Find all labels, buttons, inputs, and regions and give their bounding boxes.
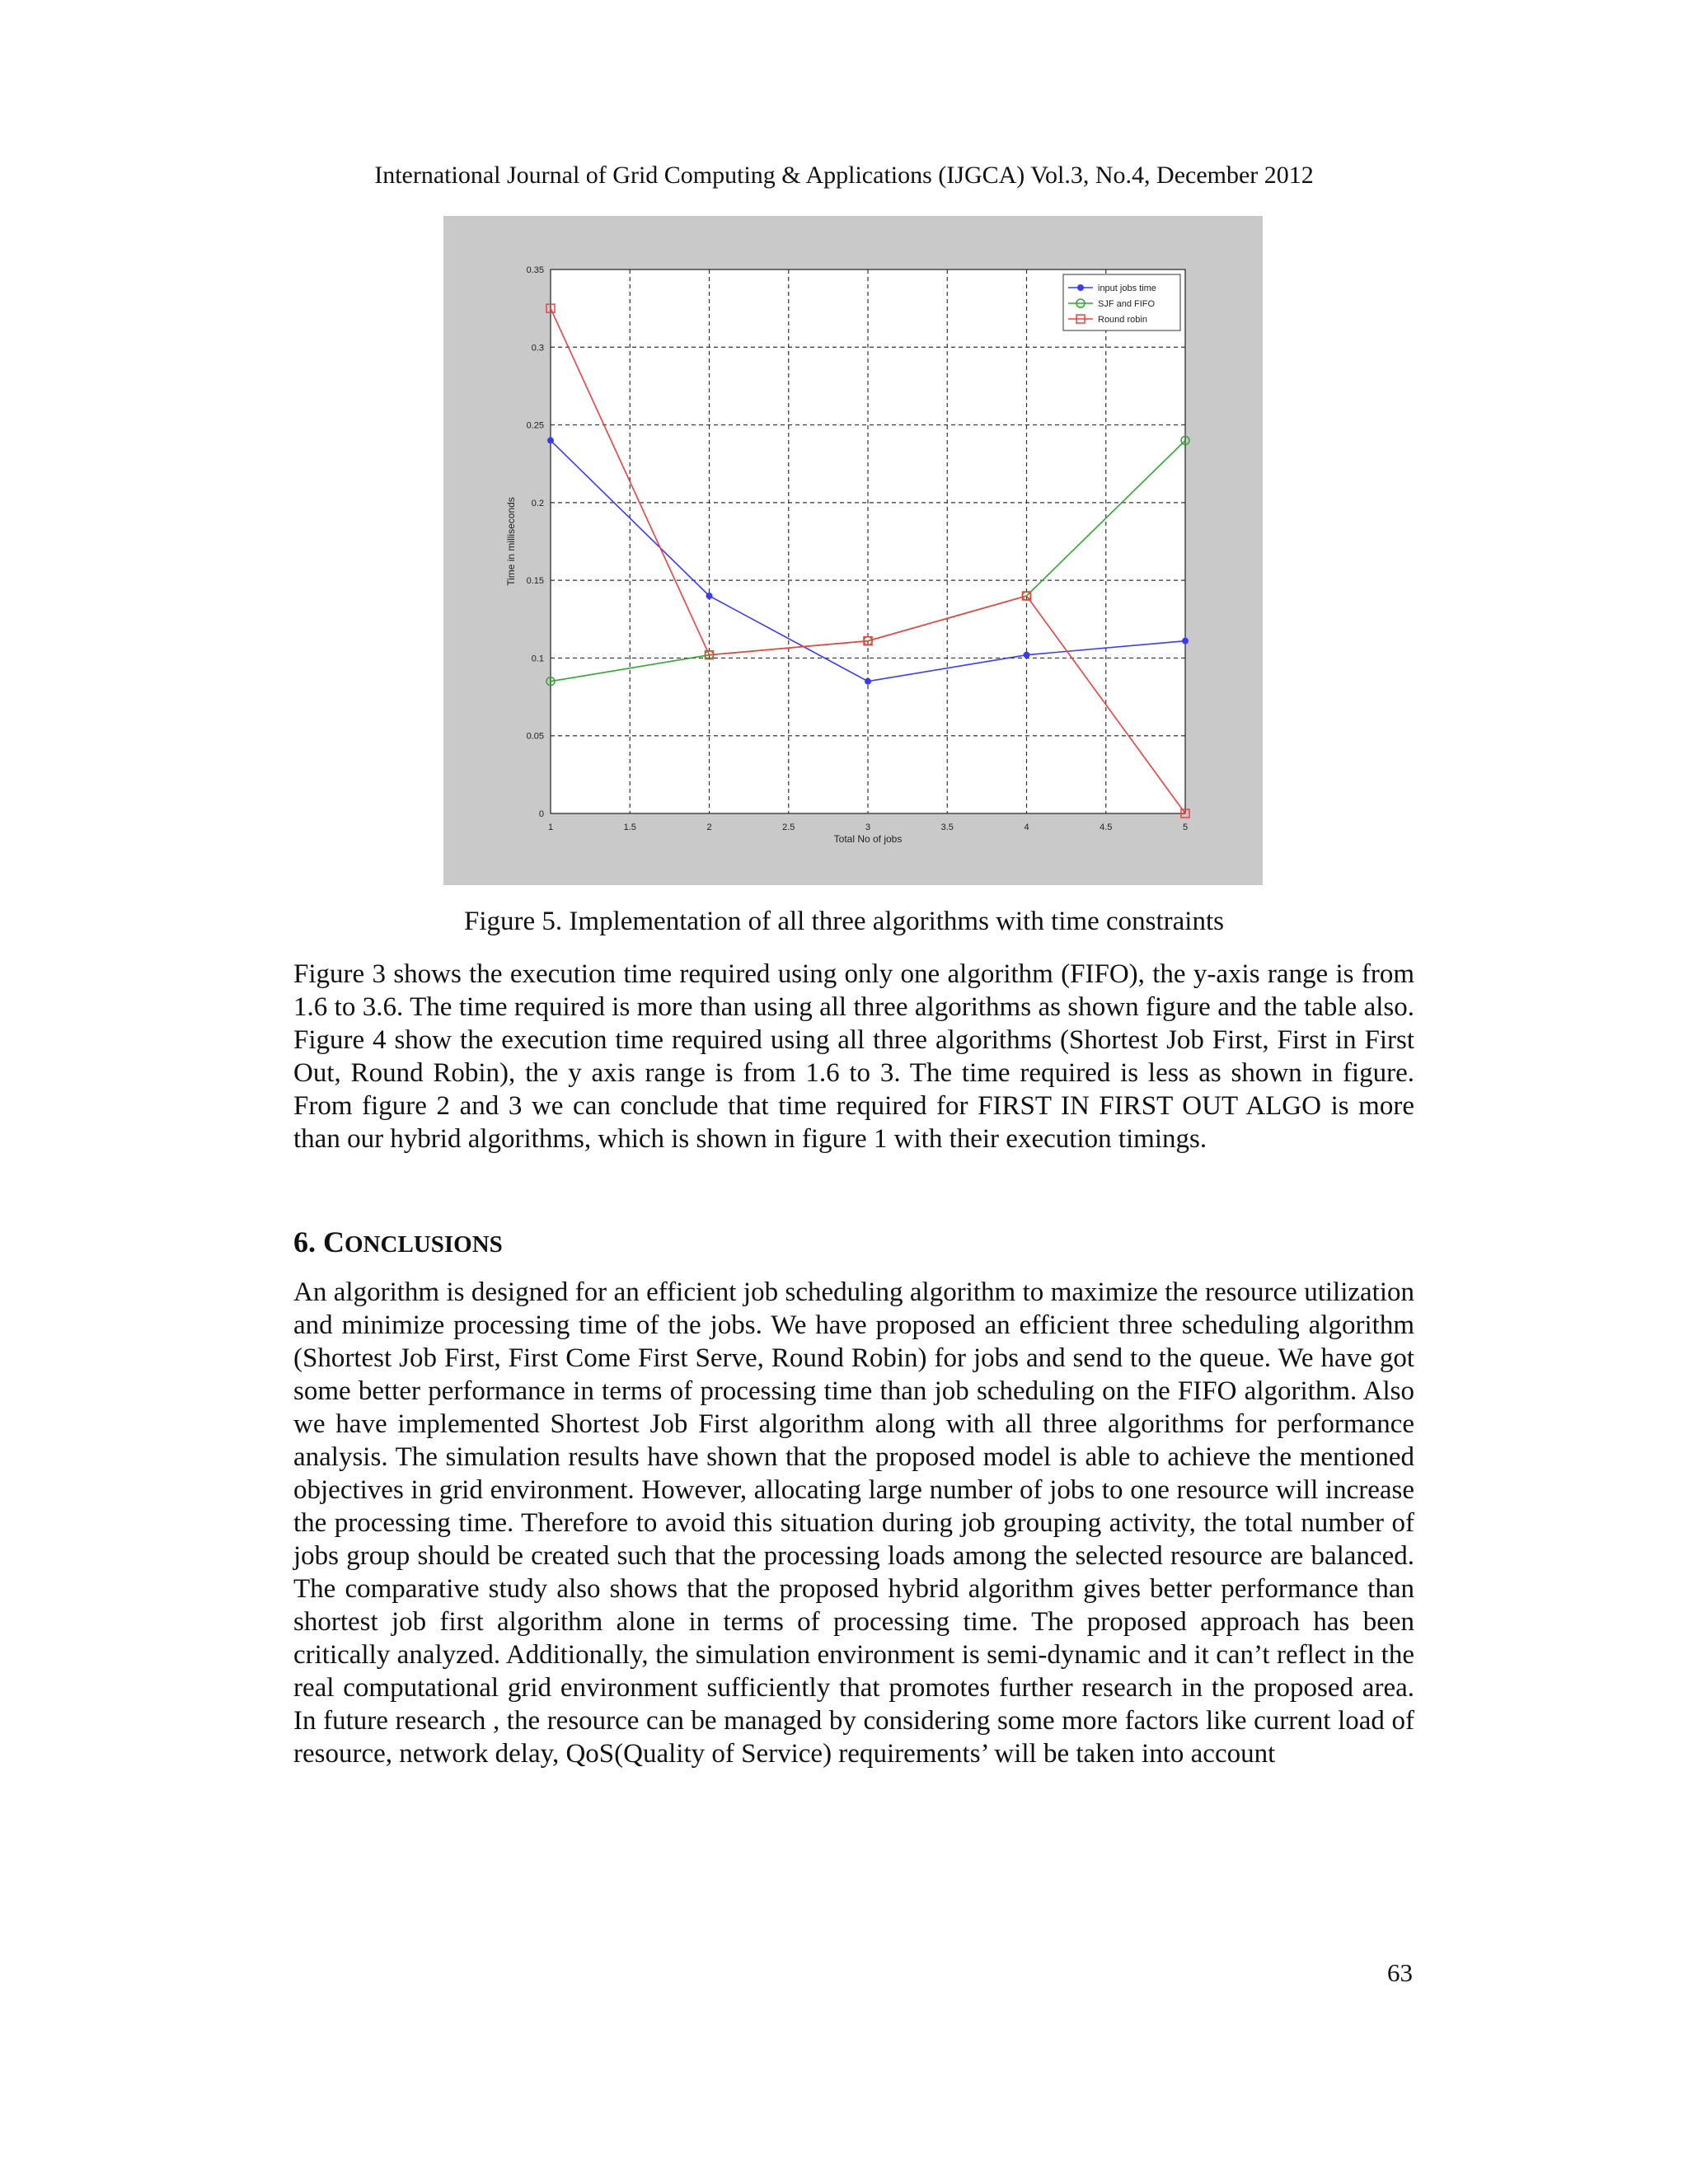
figure-caption: Figure 5. Implementation of all three algorithms with time constraints	[464, 907, 1224, 936]
paragraph-figure-discussion: Figure 3 shows the execution time required using only one algorithm (FIFO), the y-axis range is from 1.6 to 3.6. The time required is more than using all three algorithms as shown figure and the table also. Figure 4 show the execution time required using all three algorithms (Shortest Job First, First in First Out, Round Robin), the y axis range is from 1.6 to 3. The time required is less as shown in figure. From figure 2 and 3 we can conclude that time required for FIRST IN FIRST OUT ALGO is more than our hybrid algorithms, which is shown in figure 1 with their execution timings.	[293, 959, 1414, 1154]
data-point	[1183, 638, 1189, 644]
section-heading-number: 6. C	[293, 1226, 345, 1258]
y-tick-label: 0.35	[526, 265, 544, 275]
x-axis-label: Total No of jobs	[833, 833, 903, 845]
x-tick-label: 5	[1182, 823, 1189, 832]
x-tick-label: 4	[1024, 823, 1029, 832]
figure-5	[443, 216, 1263, 885]
page-number: 63	[1387, 1958, 1413, 1987]
y-tick-label: 0.3	[531, 343, 544, 354]
legend-label: Round robin	[1098, 315, 1147, 325]
legend	[1063, 274, 1180, 330]
y-tick-label: 0.05	[526, 731, 544, 742]
data-point	[1024, 652, 1029, 658]
legend-label: SJF and FIFO	[1098, 299, 1156, 309]
y-axis-label: Time in milliseconds	[505, 497, 517, 586]
paragraph-conclusions: An algorithm is designed for an efficient job scheduling algorithm to maximize the resource utilization and minimize processing time of the jobs. We have proposed an efficient three scheduling algorithm (Shortest Job First, First Come First Serve, Round Robin) for jobs and send to the queue. We have got some better performance in terms of processing time than job scheduling on the FIFO algorithm. Also we have implemented Shortest Job First algorithm along with all three algorithms for performance analysis. The simulation results have shown that the proposed model is able to achieve the mentioned objectives in grid environment. However, allocating large number of jobs to one resource will increase the processing time. Therefore to avoid this situation during job grouping activity, the total number of jobs group should be created such that the processing loads among the selected resource are balanced. The comparative study also shows that the proposed hybrid algorithm gives better performance than shortest job first algorithm alone in terms of processing time. The proposed approach has been critically analyzed. Additionally, the simulation environment is semi-dynamic and it can’t reflect in the real computational grid environment sufficiently that promotes further research in the proposed area. In future research , the resource can be managed by considering some more factors like current load of resource, network delay, QoS(Quality of Service) requirements’ will be taken into account	[293, 1277, 1414, 1769]
data-point	[706, 593, 712, 599]
y-tick-label: 0.2	[531, 498, 544, 509]
x-tick-label: 1.5	[623, 823, 636, 832]
section-heading-conclusions	[293, 1225, 503, 1259]
y-tick-label: 0.25	[526, 420, 544, 431]
x-tick-label: 1	[547, 823, 554, 832]
running-header: International Journal of Grid Computing & Applications (IJGCA) Vol.3, No.4, December 2012	[374, 162, 1314, 189]
section-heading-title: ONCLUSIONS	[345, 1231, 503, 1258]
data-point	[1078, 285, 1084, 291]
x-tick-label: 3.5	[940, 823, 954, 832]
line-chart	[443, 216, 1263, 885]
data-point	[548, 438, 554, 443]
y-tick-label: 0.15	[526, 576, 544, 587]
legend-label: input jobs time	[1098, 284, 1156, 293]
x-tick-label: 2.5	[782, 823, 795, 832]
x-tick-label: 4.5	[1100, 823, 1113, 832]
y-tick-label: 0	[538, 809, 544, 819]
y-tick-label: 0.1	[531, 654, 544, 664]
x-tick-label: 3	[865, 823, 871, 832]
data-point	[865, 678, 871, 684]
x-tick-label: 2	[706, 823, 712, 832]
